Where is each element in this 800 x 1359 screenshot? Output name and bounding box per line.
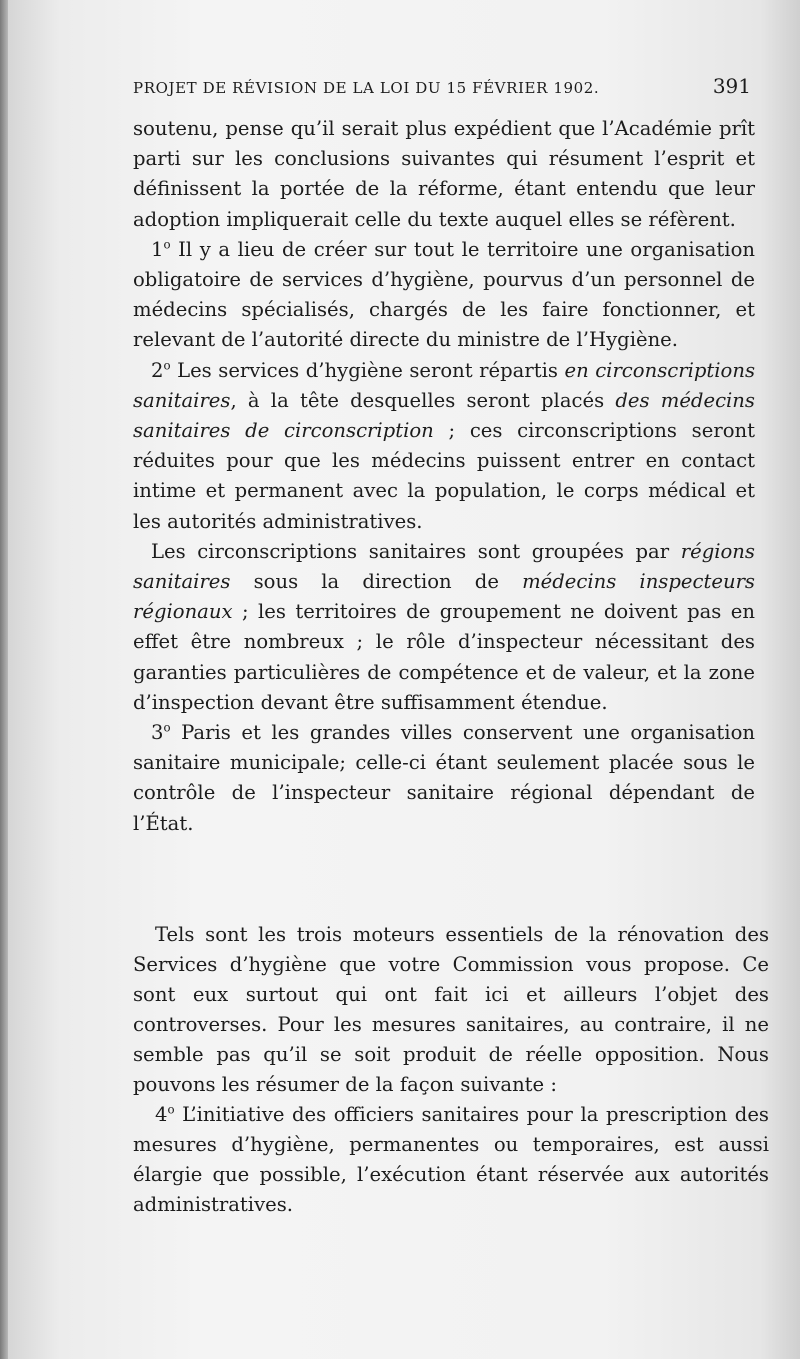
page-number: 391	[712, 74, 751, 98]
paragraph-item-1	[133, 235, 755, 356]
paragraph-text: Les services d’hygiène seront répartis	[177, 358, 558, 382]
ordinal-mark: o	[167, 1102, 175, 1117]
paragraph-text: Il y a lieu de créer sur tout le territoire une organisation obligatoire de services d’hygiène, pourvus d’un personnel de médecins spécialisés, chargés de les faire fonctionner, et relevant de l’autorité directe du ministre de l’Hygiène.	[133, 237, 755, 352]
running-title: PROJET DE RÉVISION DE LA LOI DU 15 FÉVRIER 1902.	[133, 79, 600, 97]
paragraph-summary: Tels sont les trois moteurs essentiels de la rénovation des Services d’hygiène que votre Commission vous propose. Ce sont eux surtout qui ont fait ici et ailleurs l’objet des controverses. Pour les mesures sanitaires, au contraire, il ne semble pas qu’il se soit produit de réelle opposition. Nous pouvons les résumer de la façon suivante :	[133, 923, 769, 1096]
ordinal-mark: o	[163, 358, 171, 373]
item-number: 4	[155, 1103, 168, 1126]
paragraph-text: ; ces circonscriptions seront réduites pour que les médecins puissent entrer en contact intime et permanent avec la population, le corps médical et les autorités administratives.	[133, 419, 755, 533]
paragraph-item-3	[133, 718, 755, 839]
body-text-upper	[133, 114, 755, 839]
paragraph-text: L’initiative des officiers sanitaires pour la prescription des mesures d’hygiène, permanentes ou temporaires, est aussi élargie que possible, l’exécution étant réservée aux autorités administratives.	[133, 1103, 769, 1216]
paragraph-text: , à la tête desquelles seront placés	[230, 388, 605, 412]
paragraph-text: sous la direction de	[253, 570, 499, 594]
ordinal-mark: o	[163, 237, 171, 252]
italic-term: régions sanitaires	[133, 539, 755, 594]
body-text-lower	[133, 920, 769, 1220]
page-binding-edge	[0, 0, 8, 1359]
item-number: 1	[151, 237, 164, 261]
paragraph-continuation: soutenu, pense qu’il serait plus expédient que l’Académie prît parti sur les conclusions suivantes qui résument l’esprit et définissent la portée de la réforme, étant entendu que leur adoption impliquerait celle du texte auquel elles se réfèrent.	[133, 117, 755, 231]
item-number: 3	[151, 721, 164, 745]
italic-term: des médecins sanitaires de circonscription	[133, 388, 755, 443]
paragraph-text: Paris et les grandes villes conservent une organisation sanitaire municipale; celle-ci étant seulement placée sous le contrôle de l’inspecteur sanitaire régional dépendant de l’État.	[133, 721, 755, 835]
paragraph-text: Les circonscriptions sanitaires sont groupées par	[151, 539, 670, 563]
italic-term: en circonscriptions sanitaires	[133, 358, 756, 412]
paragraph-item-2	[133, 356, 755, 537]
ordinal-mark: o	[163, 720, 171, 735]
italic-term: médecins inspecteurs régionaux	[133, 570, 755, 624]
paragraph-item-4	[133, 1100, 769, 1220]
running-header	[133, 74, 751, 98]
paragraph-text: ; les territoires de groupement ne doivent pas en effet être nombreux ; le rôle d’inspecteur nécessitant des garanties particulières de compétence et de valeur, et la zone d’inspection devant être suffisamment étendue.	[133, 600, 755, 714]
paragraph-regions	[133, 537, 755, 718]
item-number: 2	[151, 358, 164, 382]
